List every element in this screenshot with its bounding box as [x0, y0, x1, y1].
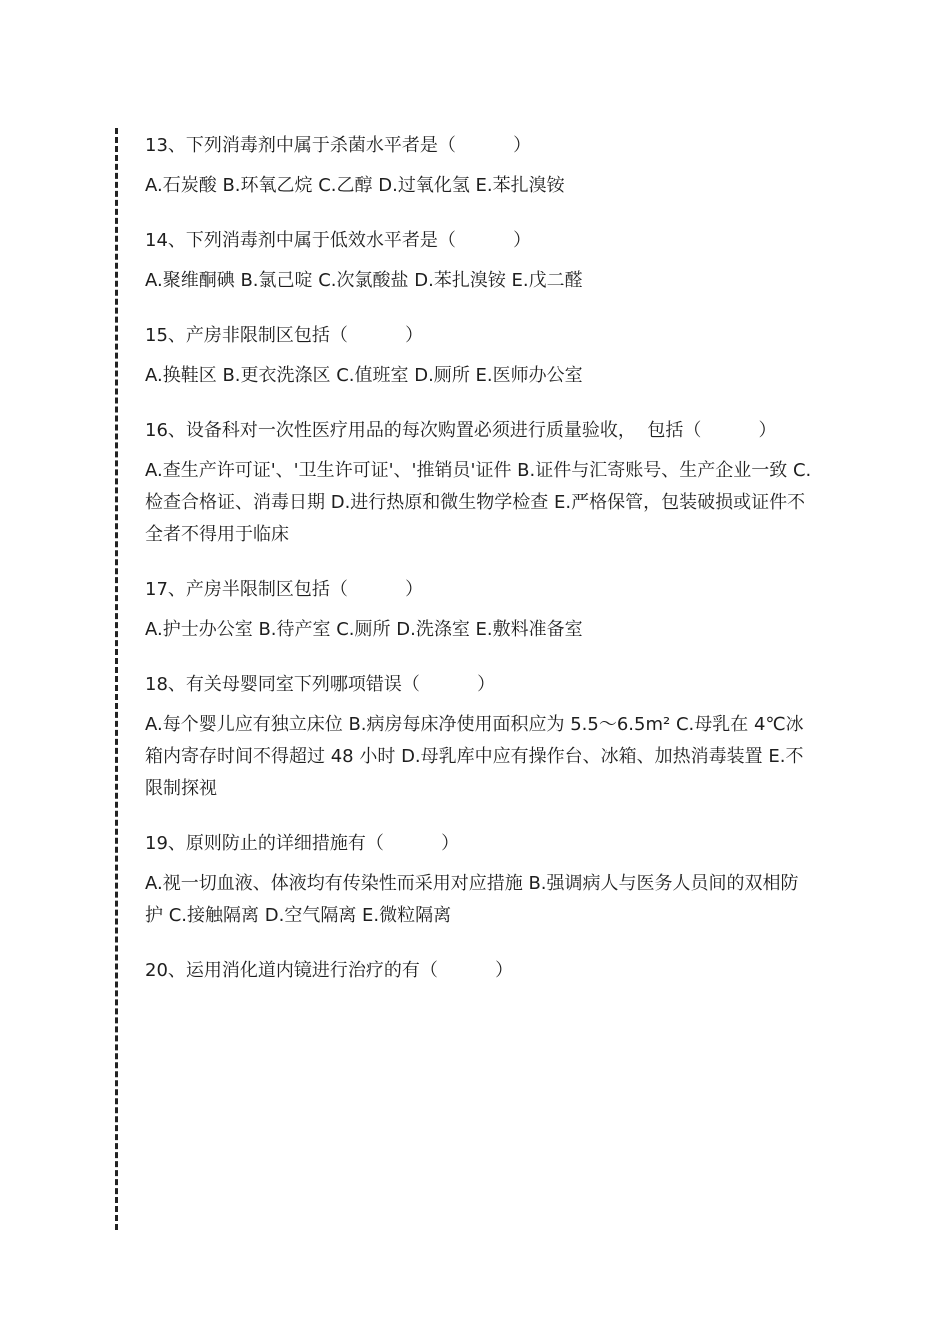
question-stem: 18、有关母婴同室下列哪项错误（ ）	[145, 674, 496, 695]
question-19	[145, 828, 815, 932]
question-options: A.换鞋区 B.更衣洗涤区 C.值班室 D.厕所 E.医师办公室	[145, 365, 583, 386]
margin-dashed-rule	[115, 128, 118, 1230]
question-13	[145, 130, 815, 202]
question-stem: 17、产房半限制区包括（ ）	[145, 579, 424, 600]
question-list	[145, 130, 815, 1010]
question-16	[145, 415, 815, 551]
question-options: A.视一切血液、体液均有传染性而采用对应措施 B.强调病人与医务人员间的双相防护 C.接触隔离 D.空气隔离 E.微粒隔离	[145, 873, 799, 926]
question-stem: 19、原则防止的详细措施有（ ）	[145, 833, 460, 854]
question-17	[145, 574, 815, 646]
question-15	[145, 320, 815, 392]
question-stem: 16、设备科对一次性医疗用品的每次购置必须进行质量验收， 包括（ ）	[145, 420, 777, 441]
question-stem: 13、下列消毒剂中属于杀菌水平者是（ ）	[145, 135, 532, 156]
question-options: A.每个婴儿应有独立床位 B.病房每床净使用面积应为 5.5～6.5m² C.母乳在 4℃冰箱内寄存时间不得超过 48 小时 D.母乳库中应有操作台、冰箱、加热消毒装置 E.不限制探视	[145, 714, 804, 799]
question-options: A.查生产许可证'、'卫生许可证'、'推销员'证件 B.证件与汇寄账号、生产企业一致 C.检查合格证、消毒日期 D.进行热原和微生物学检查 E.严格保管，包装破损或证件不全者不得用于临床	[145, 460, 812, 545]
question-options: A.护士办公室 B.待产室 C.厕所 D.洗涤室 E.敷料准备室	[145, 619, 583, 640]
question-stem: 20、运用消化道内镜进行治疗的有（ ）	[145, 960, 514, 981]
question-14	[145, 225, 815, 297]
question-stem: 14、下列消毒剂中属于低效水平者是（ ）	[145, 230, 532, 251]
question-20	[145, 955, 815, 987]
question-18	[145, 669, 815, 805]
question-stem: 15、产房非限制区包括（ ）	[145, 325, 424, 346]
question-options: A.聚维酮碘 B.氯己啶 C.次氯酸盐 D.苯扎溴铵 E.戊二醛	[145, 270, 583, 291]
question-options: A.石炭酸 B.环氧乙烷 C.乙醇 D.过氧化氢 E.苯扎溴铵	[145, 175, 565, 196]
